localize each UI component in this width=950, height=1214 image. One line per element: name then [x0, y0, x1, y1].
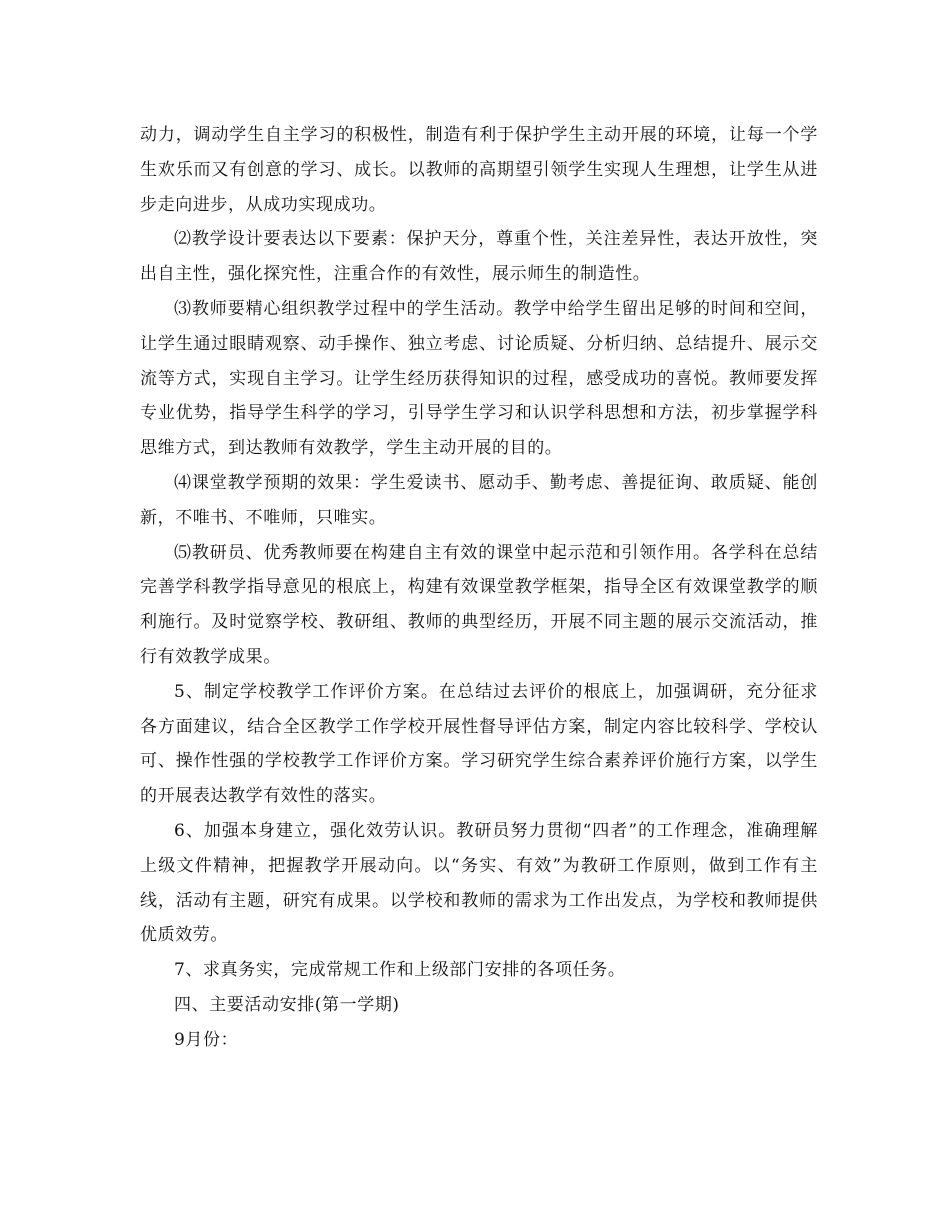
paragraph: ⑶教师要精心组织教学过程中的学生活动。教学中给学生留出足够的时间和空间，让学生通过眼睛观察、动手操作、独立考虑、讨论质疑、分析归纳、总结提升、展示交流等方式，实现自主学习。让学生经历获得知识的过程，感受成功的喜悦。教师要发挥专业优势，指导学生科学的学习，引导学生学习和认识学科思想和方法，初步掌握学科思维方式，到达教师有效教学，学生主动开展的目的。 [140, 298, 818, 459]
paragraph: 动力，调动学生自主学习的积极性，制造有利于保护学生主动开展的环境，让每一个学生欢乐而又有创意的学习、成长。以教师的高期望引领学生实现人生理想，让学生从进步走向进步，从成功实现成功。 [140, 125, 818, 215]
paragraph: ⑷课堂教学预期的效果：学生爱读书、愿动手、勤考虑、善提征询、敢质疑、能创新，不唯书、不唯师，只唯实。 [140, 472, 818, 528]
month-label: 9月份： [174, 1029, 239, 1050]
paragraph: 5、制定学校教学工作评价方案。在总结过去评价的根底上，加强调研，充分征求各方面建议，结合全区教学工作学校开展性督导评估方案，制定内容比较科学、学校认可、操作性强的学校教学工作评价方案。学习研究学生综合素养评价施行方案，以学生的开展表达教学有效性的落实。 [140, 681, 818, 807]
paragraph: 6、加强本身建立，强化效劳认识。教研员努力贯彻“四者”的工作理念，准确理解上级文件精神，把握教学开展动向。以“务实、有效”为教研工作原则，做到工作有主线，活动有主题，研究有成果。以学校和教师的需求为工作出发点，为学校和教师提供优质效劳。 [140, 820, 818, 946]
document-body [140, 118, 818, 1058]
paragraph: ⑵教学设计要表达以下要素：保护天分，尊重个性，关注差异性，表达开放性，突出自主性，强化探究性，注重合作的有效性，展示师生的制造性。 [140, 229, 818, 285]
section-heading: 四、主要活动安排(第一学期) [174, 994, 400, 1015]
paragraph: ⑸教研员、优秀教师要在构建自主有效的课堂中起示范和引领作用。各学科在总结完善学科教学指导意见的根底上，构建有效课堂教学框架，指导全区有效课堂教学的顺利施行。及时觉察学校、教研组、教师的典型经历，开展不同主题的展示交流活动，推行有效教学成果。 [140, 542, 818, 667]
paragraph: 7、求真务实，完成常规工作和上级部门安排的各项任务。 [174, 960, 626, 981]
